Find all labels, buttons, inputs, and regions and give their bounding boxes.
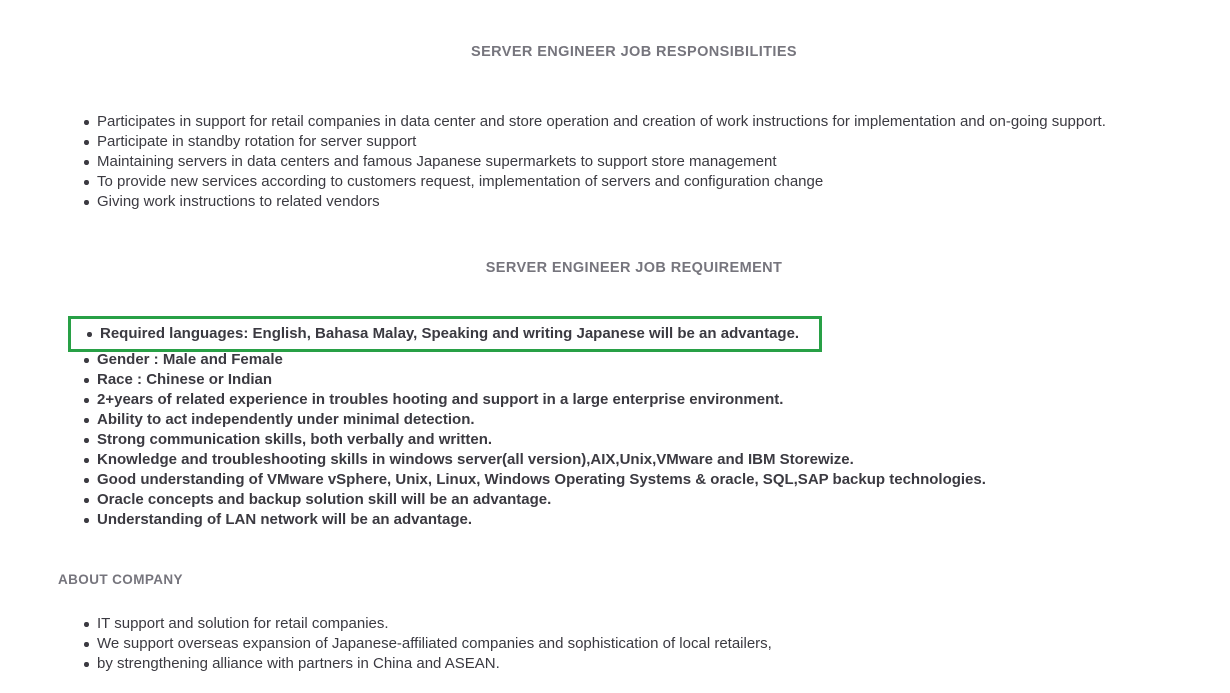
about-company-item: IT support and solution for retail companies.	[58, 614, 1210, 634]
responsibilities-list	[58, 112, 1210, 212]
requirement-item: Knowledge and troubleshooting skills in windows server(all version),AIX,Unix,VMware and IBM Storewize.	[58, 450, 1210, 470]
responsibility-item: Participate in standby rotation for server support	[58, 132, 1210, 152]
requirements-list	[58, 316, 1210, 530]
requirement-item: Strong communication skills, both verbally and written.	[58, 430, 1210, 450]
section-heading-about-company: ABOUT COMPANY	[58, 572, 183, 587]
section-heading-requirements: SERVER ENGINEER JOB REQUIREMENT	[485, 260, 783, 276]
about-company-list	[58, 614, 1210, 674]
requirement-item: Understanding of LAN network will be an advantage.	[58, 510, 1210, 530]
requirement-item: Ability to act independently under minimal detection.	[58, 410, 1210, 430]
about-company-item: by strengthening alliance with partners in China and ASEAN.	[58, 654, 1210, 674]
requirement-item: Gender : Male and Female	[58, 350, 1210, 370]
responsibility-item: Giving work instructions to related vendors	[58, 192, 1210, 212]
requirement-item: Oracle concepts and backup solution skill will be an advantage.	[58, 490, 1210, 510]
requirement-item: Good understanding of VMware vSphere, Unix, Linux, Windows Operating Systems & oracle, SQL,SAP backup technologies.	[58, 470, 1210, 490]
about-company-item: We support overseas expansion of Japanese-affiliated companies and sophistication of local retailers,	[58, 634, 1210, 654]
highlighted-requirement-languages: Required languages: English, Bahasa Malay, Speaking and writing Japanese will be an advantage.	[68, 316, 822, 352]
responsibility-item: Participates in support for retail companies in data center and store operation and creation of work instructions for implementation and on-going support.	[58, 112, 1210, 132]
responsibility-item: To provide new services according to customers request, implementation of servers and configuration change	[58, 172, 1210, 192]
requirement-item: Race : Chinese or Indian	[58, 370, 1210, 390]
responsibility-item: Maintaining servers in data centers and famous Japanese supermarkets to support store management	[58, 152, 1210, 172]
section-heading-responsibilities: SERVER ENGINEER JOB RESPONSIBILITIES	[471, 44, 797, 60]
requirement-item: 2+years of related experience in troubles hooting and support in a large enterprise environment.	[58, 390, 1210, 410]
